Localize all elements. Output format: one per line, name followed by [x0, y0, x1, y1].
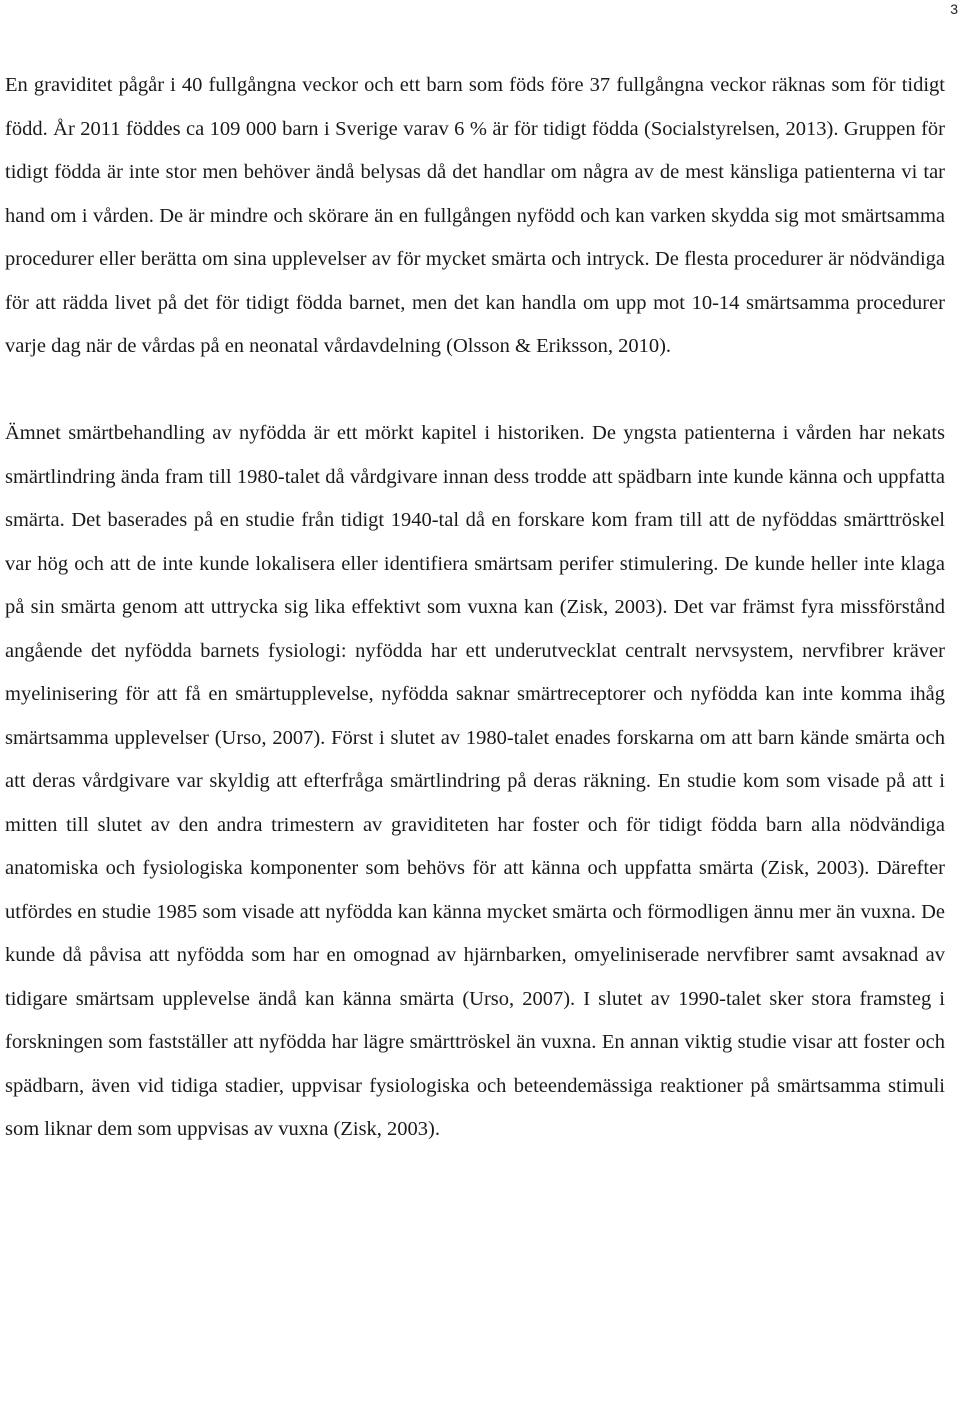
page-number: 3 — [950, 1, 958, 17]
paragraph-pain-history: Ämnet smärtbehandling av nyfödda är ett mörkt kapitel i historiken. De yngsta patienterna i vården har nekats smärtlindring ända fram till 1980-talet då vårdgivare innan dess trodde att spädbarn inte kunde känna och uppfatta smärta. Det baserades på en studie från tidigt 1940-tal då en forskare kom fram till att de nyföddas smärttröskel var hög och att de inte kunde lokalisera eller identifiera smärtsam perifer stimulering. De kunde heller inte klaga på sin smärta genom att uttrycka sig lika effektivt som vuxna kan (Zisk, 2003). Det var främst fyra missförstånd angående det nyfödda barnets fysiologi: nyfödda har ett underutvecklat centralt nervsystem, nervfibrer kräver myelinisering för att få en smärtupplevelse, nyfödda saknar smärtreceptorer och nyfödda kan inte komma ihåg smärtsamma upplevelser (Urso, 2007). Först i slutet av 1980-talet enades forskarna om att barn kände smärta och att deras vårdgivare var skyldig att efterfråga smärtlindring på deras räkning. En studie kom som visade på att i mitten till slutet av den andra trimestern av graviditeten har foster och för tidigt födda barn alla nödvändiga anatomiska och fysiologiska komponenter som behövs för att känna och uppfatta smärta (Zisk, 2003). Därefter utfördes en studie 1985 som visade att nyfödda kan känna mycket smärta och förmodligen ännu mer än vuxna. De kunde då påvisa att nyfödda som har en omognad av hjärnbarken, omyeliniserade nervfibrer samt avsaknad av tidigare smärtsam upplevelse ändå kan känna smärta (Urso, 2007). I slutet av 1990-talet sker stora framsteg i forskningen som fastställer att nyfödda har lägre smärttröskel än vuxna. En annan viktig studie visar att foster och spädbarn, även vid tidiga stadier, uppvisar fysiologiska och beteendemässiga reaktioner på smärtsamma stimuli som liknar dem som uppvisas av vuxna (Zisk, 2003). — [5, 422, 945, 1140]
document-body — [5, 64, 945, 1152]
paragraph-prematurity: En graviditet pågår i 40 fullgångna veckor och ett barn som föds före 37 fullgångna veckor räknas som för tidigt född. År 2011 föddes ca 109 000 barn i Sverige varav 6 % är för tidigt födda (Socialstyrelsen, 2013). Gruppen för tidigt födda är inte stor men behöver ändå belysas då det handlar om några av de mest känsliga patienterna vi tar hand om i vården. De är mindre och skörare än en fullgången nyfödd och kan varken skydda sig mot smärtsamma procedurer eller berätta om sina upplevelser av för mycket smärta och intryck. De flesta procedurer är nödvändiga för att rädda livet på det för tidigt födda barnet, men det kan handla om upp mot 10-14 smärtsamma procedurer varje dag när de vårdas på en neonatal vårdavdelning (Olsson & Eriksson, 2010). — [5, 74, 945, 357]
